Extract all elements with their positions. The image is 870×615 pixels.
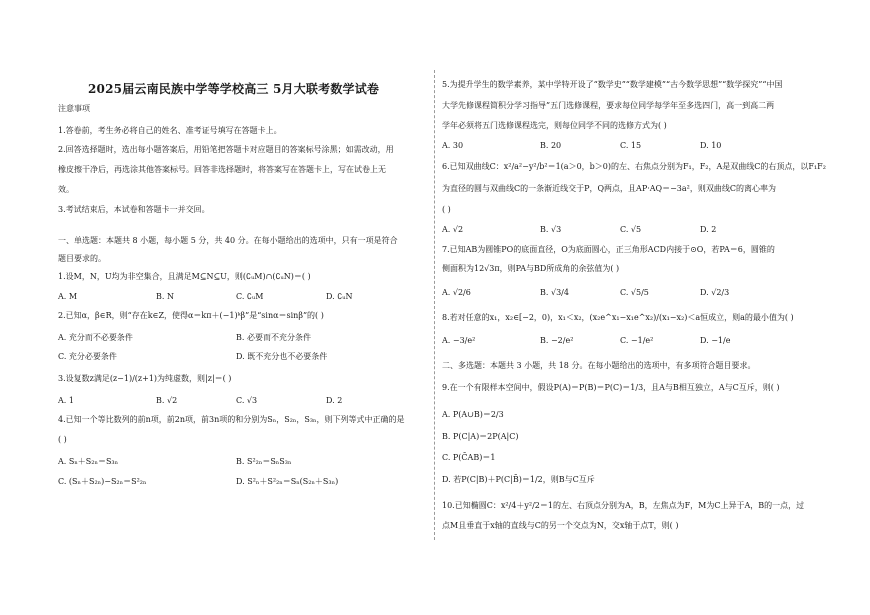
q9-option-a: A. P(A∪B)＝2/3 bbox=[442, 410, 504, 419]
q2-option-c: C. 充分必要条件 bbox=[58, 352, 117, 361]
exam-title: 2025届云南民族中学等学校高三 5月大联考数学试卷 bbox=[88, 82, 380, 96]
question-10-stem: 10.已知椭圆C：x²/4＋y²/2＝1的左、右顶点分别为A，B，左焦点为F，M为C上异于A，B的一点，过 bbox=[442, 501, 805, 510]
section-heading: 二、多选题：本题共 3 小题，共 18 分。在每小题给出的选项中，有多项符合题目要求。 bbox=[442, 361, 756, 370]
question-9-stem: 9.在一个有限样本空间中，假设P(A)＝P(B)＝P(C)＝1/3，且A与B相互独立，A与C互斥，则( ) bbox=[442, 383, 780, 392]
q7-option-c: C. √5/5 bbox=[620, 288, 649, 297]
q4-option-b: B. S²₂ₙ＝SₙS₃ₙ bbox=[236, 457, 292, 466]
section-heading: 一、单选题：本题共 8 小题，每小题 5 分，共 40 分。在每小题给出的选项中，只有一项是符合 bbox=[58, 236, 398, 245]
q2-option-a: A. 充分而不必要条件 bbox=[58, 333, 133, 342]
question-2-stem: 2.已知α，β∈R，则“存在k∈Z，使得α＝kπ＋(−1)ᵏβ”是“sinα＝sinβ”的( ) bbox=[58, 311, 324, 320]
question-8-stem: 8.若对任意的x₁，x₂∈[−2，0)，x₁＜x₂，(x₂e^x₁−x₁e^x₂)/(x₁−x₂)＜a恒成立，则a的最小值为( ) bbox=[442, 313, 794, 322]
q9-option-c: C. P(C̄AB)＝1 bbox=[442, 453, 496, 462]
question-1-stem: 1.设M，N，U均为非空集合，且满足M⊆N⊆U，则(∁ᵤM)∩(∁ᵤN)＝( ) bbox=[58, 272, 311, 281]
q5-option-b: B. 20 bbox=[540, 141, 562, 150]
question-10-stem-cont: 点M且垂直于x轴的直线与C的另一个交点为N，交x轴于点T，则( ) bbox=[442, 521, 679, 530]
question-7-stem: 7.已知AB为圆锥PO的底面直径，O为底面圆心，正三角形ACD内接于⊙O，若PA＝6，圆锥的 bbox=[442, 245, 775, 254]
question-7-stem-cont: 侧面积为12√3π，则PA与BD所成角的余弦值为( ) bbox=[442, 264, 620, 273]
q3-option-c: C. √3 bbox=[236, 396, 258, 405]
q8-option-c: C. −1/e² bbox=[620, 336, 654, 345]
q4-option-a: A. Sₙ＋S₂ₙ＝S₃ₙ bbox=[58, 457, 119, 466]
q8-option-b: B. −2/e² bbox=[540, 336, 574, 345]
question-4-stem-cont: ( ) bbox=[58, 435, 67, 444]
q5-option-d: D. 10 bbox=[700, 141, 722, 150]
question-5-stem-cont: 学年必须将五门选修课程选完，则每位同学不同的选修方式为( ) bbox=[442, 121, 667, 130]
question-6-stem-cont: ( ) bbox=[442, 205, 451, 214]
q4-option-d: D. S²ₙ＋S²₂ₙ＝Sₙ(S₂ₙ＋S₃ₙ) bbox=[236, 477, 339, 486]
notice-line: 2.回答选择题时，选出每小题答案后，用铅笔把答题卡对应题目的答案标号涂黑；如需改动，用 bbox=[58, 145, 394, 154]
question-6-stem-cont: 为直径的圆与双曲线C的一条渐近线交于P，Q两点，且AP·AQ＝−3a²，则双曲线C的离心率为 bbox=[442, 184, 776, 193]
q9-option-d: D. 若P(C|B)＋P(C|B̄)＝1/2，则B与C互斥 bbox=[442, 475, 595, 484]
q3-option-d: D. 2 bbox=[326, 396, 343, 405]
q3-option-b: B. √2 bbox=[156, 396, 178, 405]
q1-option-c: C. ∁ᵤM bbox=[236, 292, 264, 301]
q8-option-d: D. −1/e bbox=[700, 336, 731, 345]
question-4-stem: 4.已知一个等比数列的前n项，前2n项，前3n项的和分别为Sₙ，S₂ₙ，S₃ₙ，则下列等式中正确的是 bbox=[58, 415, 405, 424]
q6-option-d: D. 2 bbox=[700, 225, 717, 234]
q3-option-a: A. 1 bbox=[58, 396, 74, 405]
q7-option-a: A. √2/6 bbox=[442, 288, 471, 297]
question-6-stem: 6.已知双曲线C：x²/a²−y²/b²＝1(a＞0，b＞0)的左、右焦点分别为F₁，F₂，A是双曲线C的右顶点，以F₁F₂ bbox=[442, 162, 826, 171]
notice-line: 1.答卷前，考生务必将自己的姓名、准考证号填写在答题卡上。 bbox=[58, 126, 282, 135]
question-3-stem: 3.设复数z满足(z−1)/(z+1)为纯虚数，则|z|＝( ) bbox=[58, 374, 232, 383]
q7-option-b: B. √3/4 bbox=[540, 288, 569, 297]
notice-heading: 注意事项 bbox=[58, 104, 90, 113]
q2-option-d: D. 既不充分也不必要条件 bbox=[236, 352, 328, 361]
q1-option-d: D. ∁ᵤN bbox=[326, 292, 353, 301]
q2-option-b: B. 必要而不充分条件 bbox=[236, 333, 311, 342]
q6-option-c: C. √5 bbox=[620, 225, 642, 234]
q1-option-a: A. M bbox=[58, 292, 78, 301]
q6-option-b: B. √3 bbox=[540, 225, 562, 234]
notice-line: 效。 bbox=[58, 185, 74, 194]
q7-option-d: D. √2/3 bbox=[700, 288, 730, 297]
question-5-stem-cont: 大学先修课程简积分学习指导”五门选修课程，要求每位同学每学年至多选四门，高一到高二两 bbox=[442, 101, 775, 110]
q4-option-c: C. (Sₙ＋S₂ₙ)−S₂ₙ＝S²₂ₙ bbox=[58, 477, 147, 486]
section-heading: 题目要求的。 bbox=[58, 254, 106, 263]
question-5-stem: 5.为提升学生的数学素养，某中学特开设了“数学史”“数学建模”“古今数学思想”“数学探究”“中国 bbox=[442, 80, 783, 89]
notice-line: 3.考试结束后，本试卷和答题卡一并交回。 bbox=[58, 205, 210, 214]
q5-option-c: C. 15 bbox=[620, 141, 642, 150]
q6-option-a: A. √2 bbox=[442, 225, 464, 234]
notice-line: 橡皮擦干净后，再选涂其他答案标号。回答非选择题时，将答案写在答题卡上，写在试卷上无 bbox=[58, 165, 386, 174]
column-divider bbox=[434, 70, 435, 540]
q8-option-a: A. −3/e² bbox=[442, 336, 476, 345]
q9-option-b: B. P(C|A)＝2P(A|C) bbox=[442, 432, 519, 441]
q5-option-a: A. 30 bbox=[442, 141, 464, 150]
q1-option-b: B. N bbox=[156, 292, 174, 301]
